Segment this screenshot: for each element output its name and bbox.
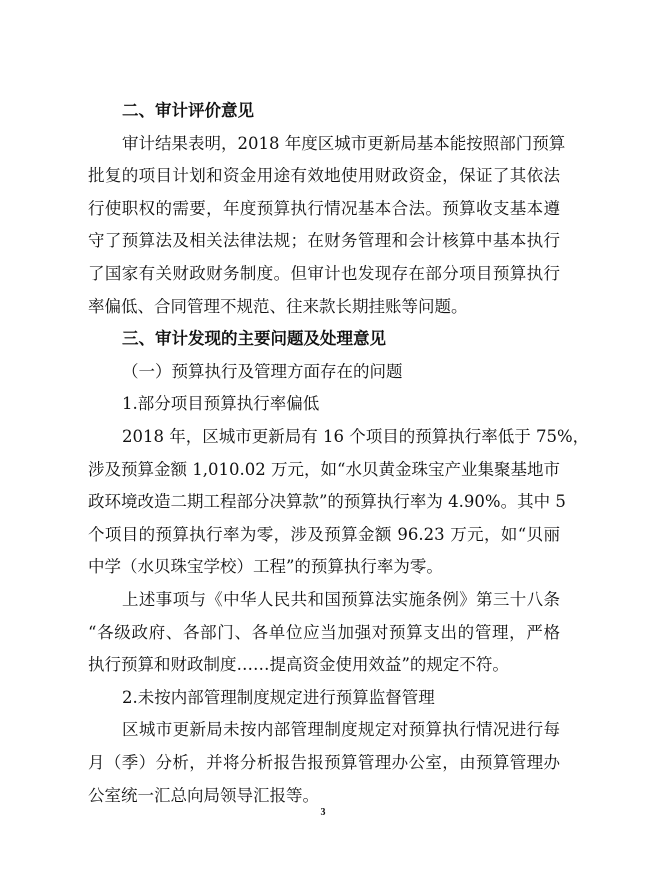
paragraph-line: 月（季）分析，并将分析报告报预算管理办公室，由预算管理办: [88, 753, 560, 772]
paragraph-line: 政环境改造二期工程部分决算款”的预算执行率为 4.90%。其中 5: [88, 492, 566, 512]
item-title: 1.部分项目预算执行率偏低: [122, 394, 320, 414]
paragraph-line: 上述事项与《中华人民共和国预算法实施条例》第三十八条: [122, 590, 560, 609]
paragraph-line: 区城市更新局未按内部管理制度规定对预算执行情况进行每: [122, 720, 560, 740]
paragraph-line: 个项目的预算执行率为零，涉及预算金额 96.23 万元，如“贝丽: [88, 524, 560, 544]
paragraph-line: 率偏低、合同管理不规范、往来款长期挂账等问题。: [88, 296, 468, 316]
paragraph-line: 行使职权的需要，年度预算执行情况基本合法。预算收支基本遵: [88, 198, 560, 218]
paragraph-line: 审计结果表明，2018 年度区城市更新局基本能按照部门预算: [122, 133, 566, 153]
section-heading-audit-evaluation: 二、审计评价意见: [122, 101, 254, 120]
paragraph-line: 涉及预算金额 1,010.02 万元，如“水贝黄金珠宝产业集聚基地市: [88, 459, 560, 479]
paragraph-line: 了国家有关财政财务制度。但审计也发现存在部分项目预算执行: [88, 264, 560, 283]
item-title: 2.未按内部管理制度规定进行预算监督管理: [122, 687, 435, 707]
paragraph-line: 守了预算法及相关法律法规；在财务管理和会计核算中基本执行: [88, 231, 560, 251]
subsection-heading: （一）预算执行及管理方面存在的问题: [122, 361, 403, 381]
paragraph-line: 执行预算和财政制度……提高资金使用效益”的规定不符。: [88, 655, 509, 675]
paragraph-line: “各级政府、各部门、各单位应当加强对预算支出的管理，严格: [88, 622, 560, 642]
paragraph-line: 公室统一汇总向局领导汇报等。: [88, 785, 319, 805]
paragraph-line: 批复的项目计划和资金用途有效地使用财政资金，保证了其依法: [88, 166, 560, 186]
section-heading-main-issues: 三、审计发现的主要问题及处理意见: [122, 329, 386, 349]
paragraph-line: 中学（水贝珠宝学校）工程”的预算执行率为零。: [88, 557, 443, 577]
page-number: 3: [320, 807, 326, 818]
paragraph-line: 2018 年，区城市更新局有 16 个项目的预算执行率低于 75%，: [122, 427, 590, 446]
